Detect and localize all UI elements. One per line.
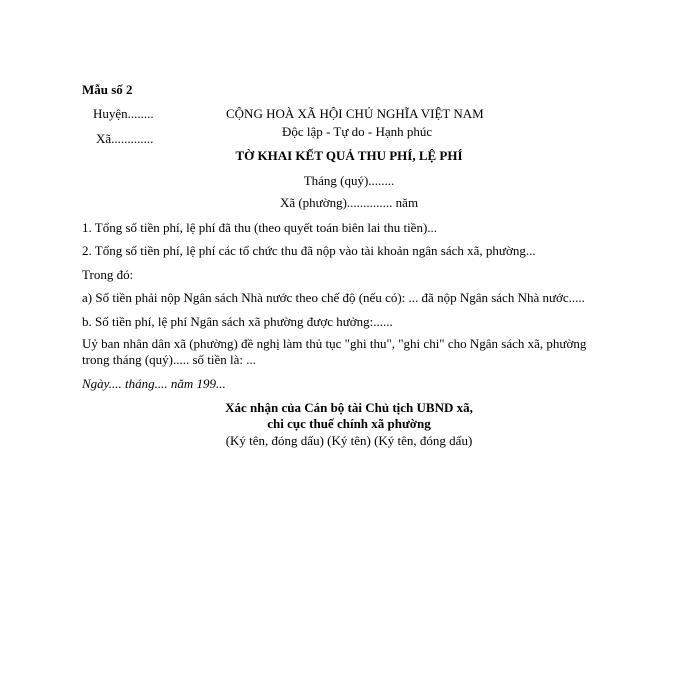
period-line: Tháng (quý)........ [303,173,395,188]
signature-instructions: (Ký tên, đóng dấu) (Ký tên) (Ký tên, đóng dấu) [225,433,473,448]
signature-title-line1: Xác nhận của Cán bộ tài Chủ tịch UBND xã, [225,400,473,415]
item-in-which: Trong đó: [82,267,134,282]
national-title: CỘNG HOÀ XÃ HỘI CHỦ NGHĨA VIỆT NAM [226,106,484,121]
item-commune-share: b. Số tiền phí, lệ phí Ngân sách xã phường được hưởng:...... [82,314,393,329]
item-total-collected: 1. Tổng số tiền phí, lệ phí đã thu (theo quyết toán biên lai thu tiền)... [82,220,438,235]
commune-field: Xã............. [96,131,154,146]
document-title: TỜ KHAI KẾT QUẢ THU PHÍ, LỆ PHÍ [235,148,463,163]
form-number: Mẫu số 2 [82,82,133,97]
national-motto: Độc lập - Tự do - Hạnh phúc [282,124,433,139]
item-state-budget: a) Số tiền phải nộp Ngân sách Nhà nước theo chế độ (nếu có): ... đã nộp Ngân sách Nhà nước..... [82,290,585,305]
date-line: Ngày.... tháng.... năm 199... [82,376,226,391]
proposal-paragraph: Uỷ ban nhân dân xã (phường) đề nghị làm thủ tục "ghi thu", "ghi chi" cho Ngân sách xã, phường trong tháng (quý)..... số tiền là: ... [82,336,587,367]
signature-title-line2: chi cục thuế chính xã phường [267,416,431,431]
commune-year-line: Xã (phường).............. năm [279,195,419,210]
district-field: Huyện........ [93,106,154,121]
item-total-deposited: 2. Tổng số tiền phí, lệ phí các tổ chức thu đã nộp vào tài khoản ngân sách xã, phường... [82,243,536,258]
